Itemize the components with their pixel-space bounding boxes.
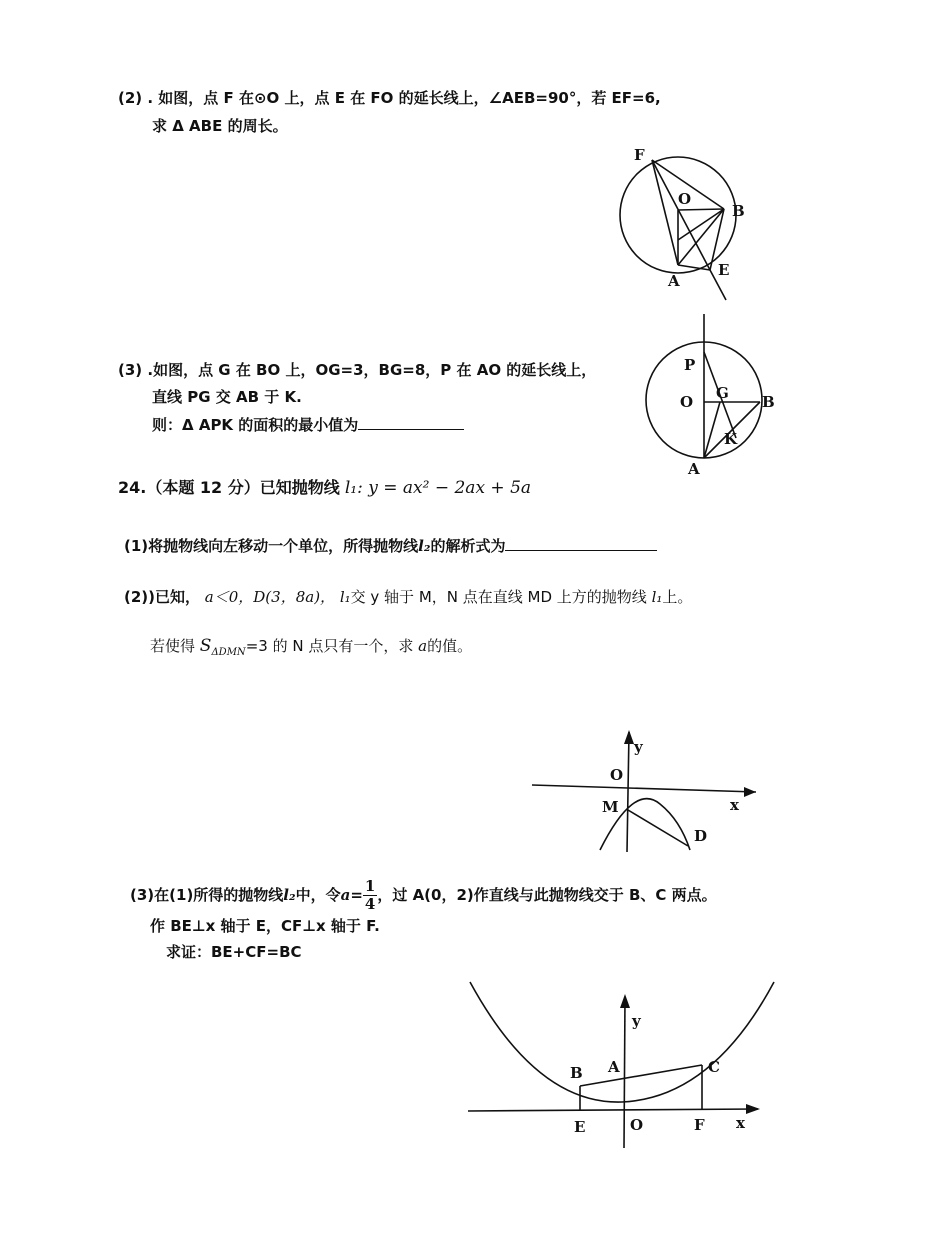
- q24-p2-l2-a: 若使得: [150, 637, 196, 655]
- label-A: A: [668, 272, 680, 290]
- q24-p3-line2: 作 BE⊥x 轴于 E，CF⊥x 轴于 F.: [150, 917, 380, 935]
- q24-p2-S: S: [199, 636, 212, 656]
- answer-blank-l2[interactable]: [505, 534, 657, 551]
- label-y: y: [632, 1012, 641, 1030]
- label-B: B: [570, 1064, 583, 1082]
- frac-denominator: 4: [364, 895, 376, 913]
- label-y: y: [634, 738, 643, 756]
- q24-p2-d: 交 y 轴于 M，N 点在直线 MD 上方的抛物线: [350, 588, 647, 606]
- q24-p2-sub: ΔDMN: [211, 647, 246, 658]
- q23-3-line2: 直线 PG 交 AB 于 K.: [152, 388, 302, 406]
- q24-p2-e: l₁: [651, 588, 663, 606]
- circle-figure-apk: [640, 310, 780, 480]
- fraction-one-quarter: [363, 878, 377, 913]
- q24-p3-b: 中，令: [295, 886, 341, 904]
- q24-p1-tail: 的解析式为: [430, 537, 506, 555]
- q24-p2-f: 上。: [662, 588, 693, 606]
- answer-blank-apk[interactable]: [358, 413, 464, 430]
- q24-p1-l2: l₂: [418, 537, 431, 555]
- label-C: C: [708, 1058, 720, 1076]
- label-O: O: [680, 393, 694, 411]
- q24-part2-line2: [150, 636, 472, 663]
- q24-p2-a: (2))已知，: [124, 588, 201, 606]
- label-D: D: [694, 827, 708, 845]
- q24-p2-l2-b: =3 的 N 点只有一个，求: [245, 637, 414, 655]
- label-E: E: [574, 1118, 586, 1136]
- q23-2-line2: 求 Δ ABE 的周长。: [152, 117, 288, 135]
- label-P: P: [684, 356, 696, 374]
- frac-numerator: 1: [364, 877, 376, 895]
- label-O: O: [610, 766, 624, 784]
- q24-p3-c: ，过 A(0，2)作直线与此抛物线交于 B、C 两点。: [377, 886, 717, 904]
- q24-p3-a: (3)在(1)所得的抛物线: [130, 886, 284, 904]
- label-K: K: [724, 430, 738, 448]
- label-A: A: [688, 460, 700, 478]
- q23-3-line3: [152, 413, 464, 435]
- q24-p3-l2: l₂: [283, 886, 296, 904]
- q24-p3-line3: 求证：BE+CF=BC: [166, 943, 302, 961]
- q24-p2-b: a＜0，D(3，8a)，: [204, 588, 336, 606]
- q24-part2: [124, 587, 692, 607]
- q24-p2-var: a: [418, 637, 428, 655]
- q24-part3: [130, 878, 717, 913]
- q24-p3-eq: =: [350, 886, 363, 904]
- label-E: E: [718, 261, 730, 279]
- q24-p3-var: a: [340, 886, 351, 904]
- q24-p2-c: l₁: [339, 588, 351, 606]
- label-M: M: [602, 798, 619, 816]
- label-F: F: [694, 1116, 705, 1134]
- label-O: O: [678, 190, 692, 208]
- q24-part1: [124, 534, 657, 556]
- circle-figure-abe: [600, 140, 760, 310]
- q23-2-line1: (2) . 如图，点 F 在⊙O 上，点 E 在 FO 的延长线上，∠AEB=90°，若 EF=6,: [118, 89, 661, 107]
- label-A: A: [608, 1058, 620, 1076]
- label-O: O: [630, 1116, 644, 1134]
- q24-formula: l₁: y = ax² − 2ax + 5a: [344, 478, 532, 498]
- label-B: B: [762, 393, 775, 411]
- q24-head-text: 24.（本题 12 分）已知抛物线: [118, 478, 340, 497]
- parabola-figure-mdn: [530, 728, 770, 858]
- q23-3-line3-text: 则：Δ APK 的面积的最小值为: [152, 416, 359, 434]
- label-x: x: [736, 1114, 745, 1132]
- label-x: x: [730, 796, 739, 814]
- label-B: B: [732, 202, 745, 220]
- q24-p1-text: (1)将抛物线向左移动一个单位，所得抛物线: [124, 537, 419, 555]
- q23-3-line1: (3) .如图，点 G 在 BO 上，OG=3，BG=8，P 在 AO 的延长线上，: [118, 361, 597, 379]
- q24-heading: [118, 478, 531, 498]
- label-F: F: [634, 146, 645, 164]
- q24-p2-l2-c: 的值。: [427, 637, 473, 655]
- label-G: G: [716, 384, 729, 402]
- parabola-figure-bc: [462, 980, 772, 1155]
